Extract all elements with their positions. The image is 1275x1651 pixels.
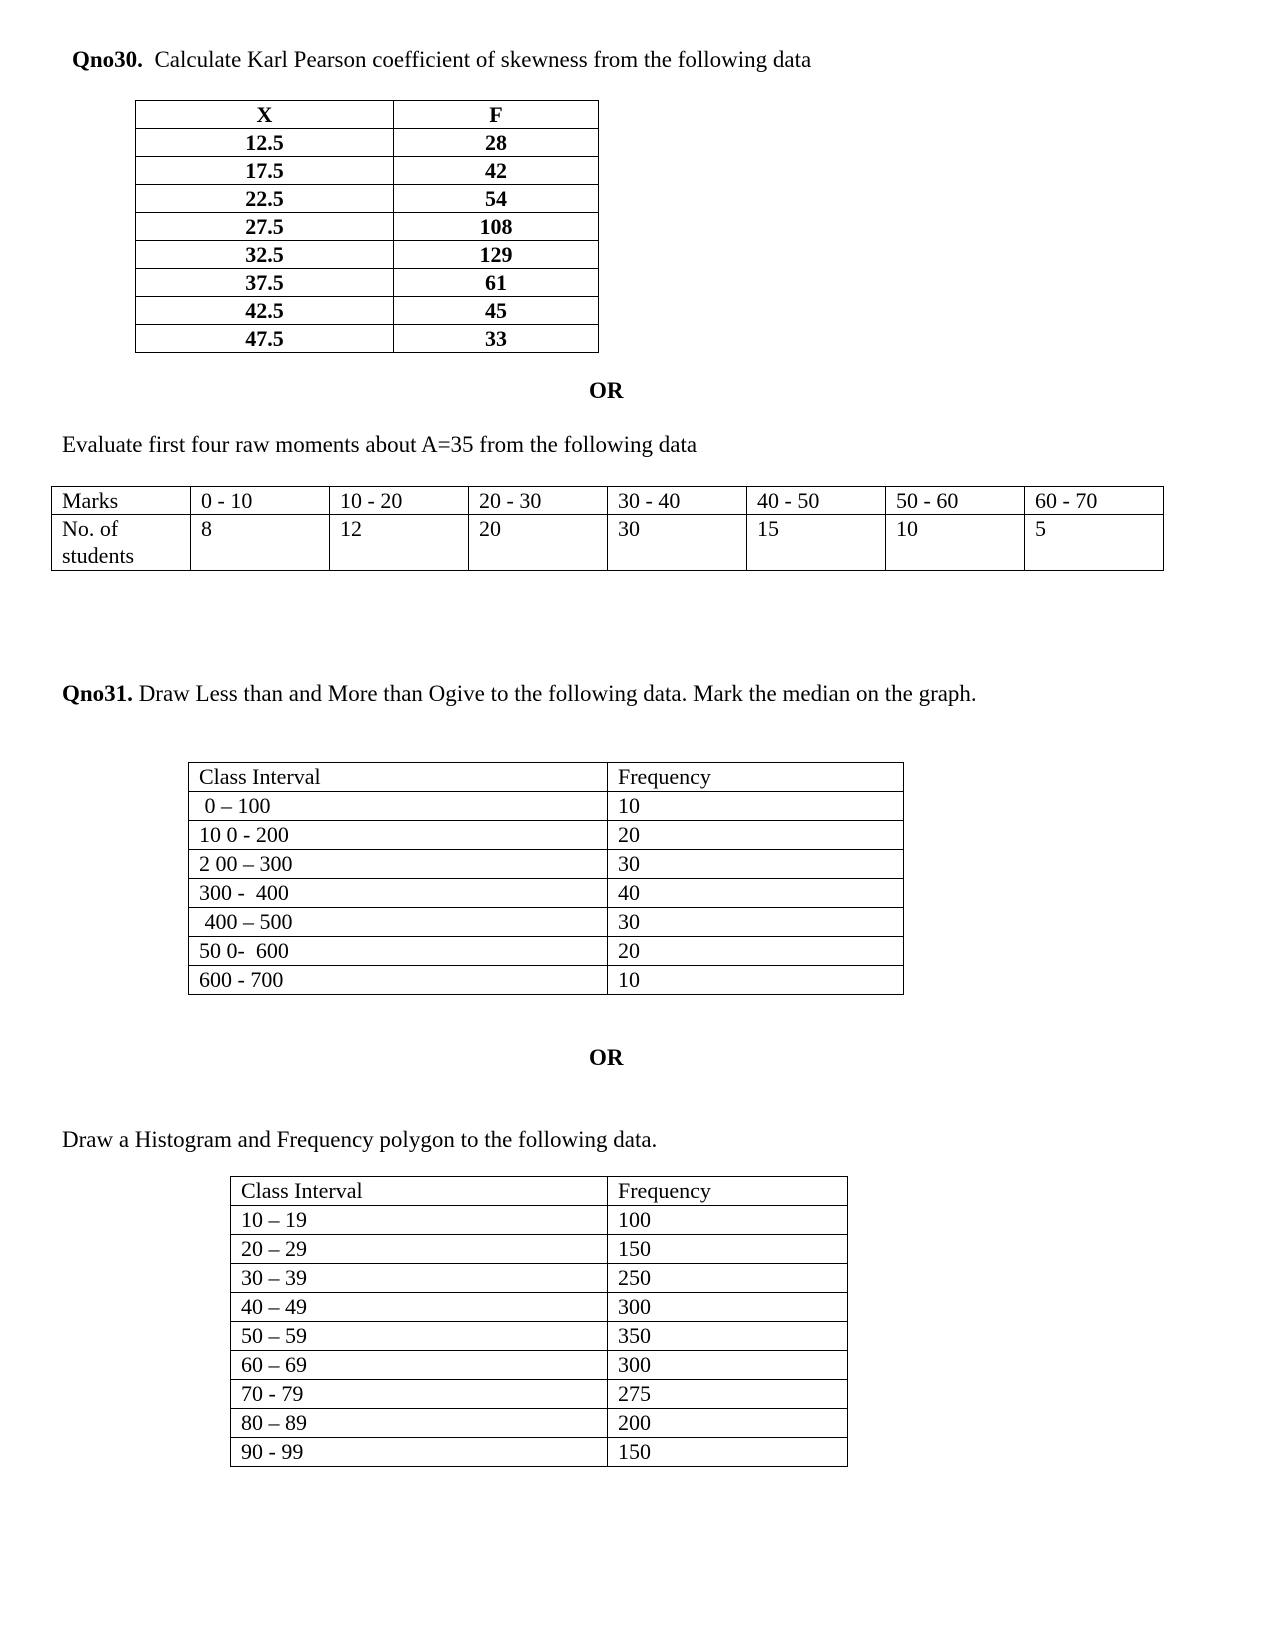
x-cell: 22.5 [136,185,394,213]
q31-or: OR [589,1045,624,1070]
students-row-label: No. of students [52,515,191,571]
class-interval-cell: 90 - 99 [231,1438,608,1467]
q31-label: Qno31. [62,681,133,706]
table-row [136,297,599,325]
class-interval-cell: 50 0- 600 [189,937,608,966]
q31-heading [62,682,977,705]
x-cell: 32.5 [136,241,394,269]
class-interval-cell: 2 00 – 300 [189,850,608,879]
table-row [136,241,599,269]
frequency-cell: 20 [608,937,904,966]
marks-class-cell: 40 - 50 [747,487,886,515]
frequency-cell: 150 [608,1235,848,1264]
frequency-cell: 300 [608,1351,848,1380]
q30-alt-text: Evaluate first four raw moments about A=35 from the following data [62,432,698,457]
table-row [136,185,599,213]
class-interval-cell: 300 - 400 [189,879,608,908]
table-row [231,1235,848,1264]
q30-or: OR [589,378,624,403]
table-row [189,937,904,966]
f-cell: 33 [394,325,599,353]
q31-text: Draw Less than and More than Ogive to the following data. Mark the median on the graph. [138,681,977,706]
marks-class-cell: 50 - 60 [886,487,1025,515]
students-count-cell: 12 [330,515,469,571]
marks-row [52,487,1164,515]
table-row [136,325,599,353]
column-header-frequency: Frequency [608,763,904,792]
histogram-table [230,1176,848,1467]
frequency-cell: 40 [608,879,904,908]
x-cell: 27.5 [136,213,394,241]
table-header-row [136,101,599,129]
table-row [136,269,599,297]
table-row [189,879,904,908]
frequency-cell: 350 [608,1322,848,1351]
students-count-cell: 10 [886,515,1025,571]
students-count-cell: 8 [191,515,330,571]
class-interval-cell: 70 - 79 [231,1380,608,1409]
class-interval-cell: 400 – 500 [189,908,608,937]
class-interval-cell: 10 – 19 [231,1206,608,1235]
table-row [136,157,599,185]
class-interval-cell: 20 – 29 [231,1235,608,1264]
class-interval-cell: 10 0 - 200 [189,821,608,850]
table-header-row [189,763,904,792]
f-cell: 28 [394,129,599,157]
frequency-cell: 10 [608,792,904,821]
students-count-cell: 5 [1025,515,1164,571]
frequency-cell: 150 [608,1438,848,1467]
students-row [52,515,1164,571]
table-row [231,1351,848,1380]
q30-label: Qno30. [72,47,143,72]
f-cell: 61 [394,269,599,297]
marks-table [51,486,1164,571]
class-interval-cell: 50 – 59 [231,1322,608,1351]
f-cell: 129 [394,241,599,269]
x-cell: 12.5 [136,129,394,157]
table-row [189,821,904,850]
table-row [189,908,904,937]
frequency-cell: 200 [608,1409,848,1438]
class-interval-cell: 80 – 89 [231,1409,608,1438]
column-header-frequency: Frequency [608,1177,848,1206]
x-cell: 37.5 [136,269,394,297]
table-row [231,1293,848,1322]
q30-table [135,100,599,353]
class-interval-cell: 600 - 700 [189,966,608,995]
students-count-cell: 15 [747,515,886,571]
column-header-class-interval: Class Interval [231,1177,608,1206]
frequency-cell: 100 [608,1206,848,1235]
frequency-cell: 30 [608,908,904,937]
f-cell: 45 [394,297,599,325]
x-cell: 42.5 [136,297,394,325]
frequency-cell: 30 [608,850,904,879]
frequency-cell: 10 [608,966,904,995]
q30-text: Calculate Karl Pearson coefficient of skewness from the following data [154,47,812,72]
table-row [136,129,599,157]
f-cell: 108 [394,213,599,241]
column-header-f: F [394,101,599,129]
x-cell: 17.5 [136,157,394,185]
table-row [231,1380,848,1409]
frequency-cell: 20 [608,821,904,850]
table-row [231,1264,848,1293]
table-row [189,966,904,995]
column-header-x: X [136,101,394,129]
ogive-table [188,762,904,995]
marks-class-cell: 60 - 70 [1025,487,1164,515]
marks-row-label: Marks [52,487,191,515]
class-interval-cell: 40 – 49 [231,1293,608,1322]
table-row [231,1438,848,1467]
f-cell: 54 [394,185,599,213]
table-row [231,1322,848,1351]
x-cell: 47.5 [136,325,394,353]
table-row [189,792,904,821]
table-row [231,1409,848,1438]
frequency-cell: 275 [608,1380,848,1409]
frequency-cell: 300 [608,1293,848,1322]
q31-alt-text: Draw a Histogram and Frequency polygon to the following data. [62,1127,658,1152]
students-count-cell: 20 [469,515,608,571]
frequency-cell: 250 [608,1264,848,1293]
table-row [231,1206,848,1235]
table-header-row [231,1177,848,1206]
students-count-cell: 30 [608,515,747,571]
f-cell: 42 [394,157,599,185]
marks-class-cell: 30 - 40 [608,487,747,515]
column-header-class-interval: Class Interval [189,763,608,792]
class-interval-cell: 60 – 69 [231,1351,608,1380]
table-row [189,850,904,879]
marks-class-cell: 0 - 10 [191,487,330,515]
class-interval-cell: 0 – 100 [189,792,608,821]
marks-class-cell: 10 - 20 [330,487,469,515]
class-interval-cell: 30 – 39 [231,1264,608,1293]
table-row [136,213,599,241]
q30-heading [72,48,811,71]
marks-class-cell: 20 - 30 [469,487,608,515]
